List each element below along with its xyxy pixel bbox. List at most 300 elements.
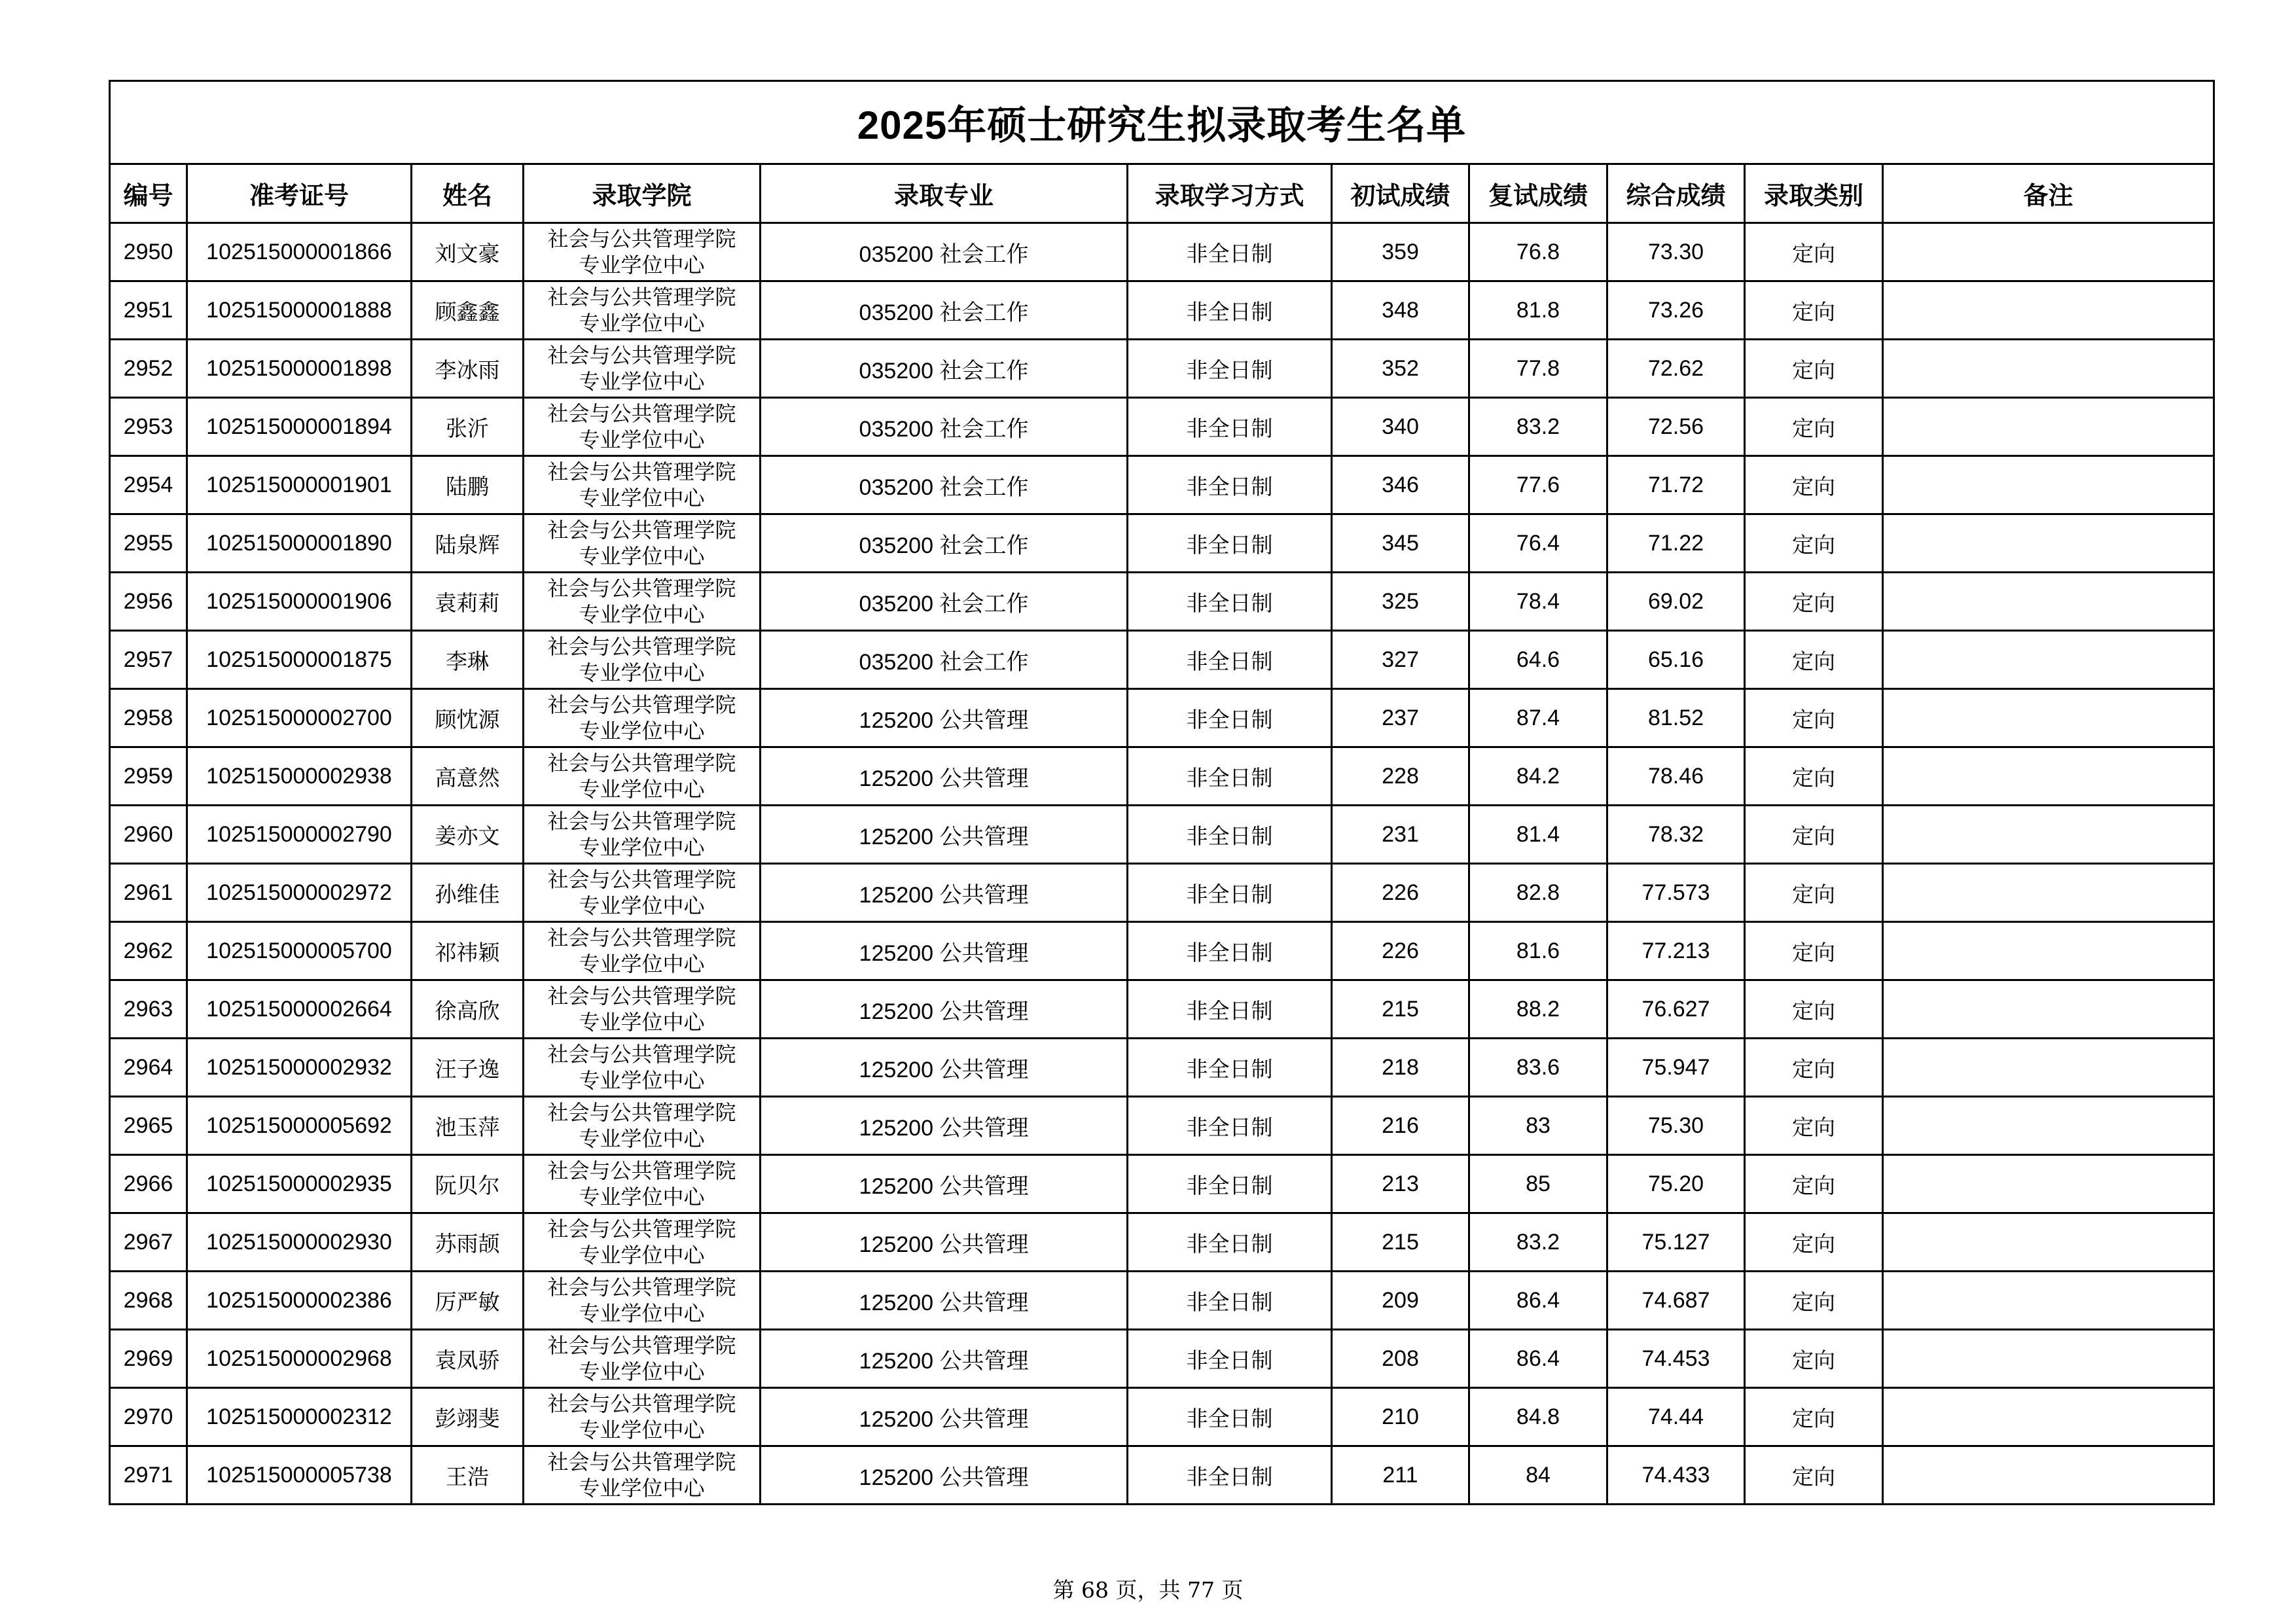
table-row bbox=[110, 1388, 2214, 1446]
cell-exam-id: 102515000002938 bbox=[187, 747, 412, 806]
cell-category: 定向 bbox=[1745, 1213, 1883, 1272]
cell-exam-id: 102515000002386 bbox=[187, 1272, 412, 1330]
college-line-2: 专业学位中心 bbox=[579, 952, 705, 976]
cell-remark bbox=[1883, 1213, 2214, 1272]
cell-major: 125200 公共管理 bbox=[761, 1155, 1128, 1213]
cell-category: 定向 bbox=[1745, 980, 1883, 1039]
cell-retest-score: 84.2 bbox=[1469, 747, 1607, 806]
cell-number: 2952 bbox=[110, 340, 187, 398]
cell-retest-score: 84.8 bbox=[1469, 1388, 1607, 1446]
cell-retest-score: 64.6 bbox=[1469, 631, 1607, 689]
college-line-1: 社会与公共管理学院 bbox=[547, 634, 736, 659]
cell-initial-score: 345 bbox=[1332, 514, 1469, 573]
cell-retest-score: 78.4 bbox=[1469, 573, 1607, 631]
college-line-2: 专业学位中心 bbox=[579, 777, 705, 802]
cell-name: 苏雨颉 bbox=[412, 1213, 524, 1272]
cell-name: 袁莉莉 bbox=[412, 573, 524, 631]
college-line-1: 社会与公共管理学院 bbox=[547, 518, 736, 543]
cell-college bbox=[524, 398, 761, 456]
cell-category: 定向 bbox=[1745, 1446, 1883, 1505]
cell-remark bbox=[1883, 223, 2214, 281]
college-line-2: 专业学位中心 bbox=[579, 1418, 705, 1442]
college-line-2: 专业学位中心 bbox=[579, 1476, 705, 1501]
cell-college bbox=[524, 1388, 761, 1446]
cell-number: 2951 bbox=[110, 281, 187, 340]
cell-category: 定向 bbox=[1745, 1097, 1883, 1155]
cell-category: 定向 bbox=[1745, 864, 1883, 922]
cell-total-score: 75.947 bbox=[1607, 1039, 1745, 1097]
cell-remark bbox=[1883, 1388, 2214, 1446]
cell-college bbox=[524, 1330, 761, 1388]
cell-study-mode: 非全日制 bbox=[1128, 747, 1332, 806]
college-line-2: 专业学位中心 bbox=[579, 719, 705, 743]
cell-category: 定向 bbox=[1745, 1330, 1883, 1388]
table-row bbox=[110, 223, 2214, 281]
table-row bbox=[110, 281, 2214, 340]
college-line-1: 社会与公共管理学院 bbox=[547, 285, 736, 310]
header-exam-id: 准考证号 bbox=[187, 164, 412, 223]
cell-initial-score: 348 bbox=[1332, 281, 1469, 340]
cell-retest-score: 86.4 bbox=[1469, 1330, 1607, 1388]
college-line-2: 专业学位中心 bbox=[579, 660, 705, 685]
cell-number: 2963 bbox=[110, 980, 187, 1039]
cell-major: 035200 社会工作 bbox=[761, 456, 1128, 514]
header-total-score: 综合成绩 bbox=[1607, 164, 1745, 223]
cell-number: 2959 bbox=[110, 747, 187, 806]
cell-number: 2954 bbox=[110, 456, 187, 514]
cell-number: 2950 bbox=[110, 223, 187, 281]
cell-total-score: 75.30 bbox=[1607, 1097, 1745, 1155]
cell-major: 035200 社会工作 bbox=[761, 631, 1128, 689]
cell-name: 彭翊斐 bbox=[412, 1388, 524, 1446]
cell-major: 035200 社会工作 bbox=[761, 281, 1128, 340]
cell-total-score: 78.32 bbox=[1607, 806, 1745, 864]
table-row bbox=[110, 1097, 2214, 1155]
cell-initial-score: 226 bbox=[1332, 922, 1469, 980]
table-row bbox=[110, 514, 2214, 573]
cell-retest-score: 83.6 bbox=[1469, 1039, 1607, 1097]
cell-college bbox=[524, 922, 761, 980]
cell-number: 2968 bbox=[110, 1272, 187, 1330]
cell-remark bbox=[1883, 1039, 2214, 1097]
cell-college bbox=[524, 980, 761, 1039]
college-line-1: 社会与公共管理学院 bbox=[547, 343, 736, 368]
cell-exam-id: 102515000005738 bbox=[187, 1446, 412, 1505]
cell-remark bbox=[1883, 1330, 2214, 1388]
cell-remark bbox=[1883, 456, 2214, 514]
cell-college bbox=[524, 864, 761, 922]
cell-major: 125200 公共管理 bbox=[761, 1213, 1128, 1272]
cell-category: 定向 bbox=[1745, 514, 1883, 573]
cell-initial-score: 218 bbox=[1332, 1039, 1469, 1097]
table-row bbox=[110, 806, 2214, 864]
cell-number: 2969 bbox=[110, 1330, 187, 1388]
cell-name: 池玉萍 bbox=[412, 1097, 524, 1155]
college-line-2: 专业学位中心 bbox=[579, 1359, 705, 1384]
college-line-2: 专业学位中心 bbox=[579, 253, 705, 277]
cell-retest-score: 76.8 bbox=[1469, 223, 1607, 281]
cell-retest-score: 77.8 bbox=[1469, 340, 1607, 398]
cell-college bbox=[524, 456, 761, 514]
cell-name: 陆泉辉 bbox=[412, 514, 524, 573]
cell-college bbox=[524, 1446, 761, 1505]
college-line-1: 社会与公共管理学院 bbox=[547, 1100, 736, 1125]
college-line-2: 专业学位中心 bbox=[579, 893, 705, 918]
cell-initial-score: 346 bbox=[1332, 456, 1469, 514]
cell-major: 125200 公共管理 bbox=[761, 689, 1128, 747]
cell-total-score: 72.56 bbox=[1607, 398, 1745, 456]
cell-number: 2955 bbox=[110, 514, 187, 573]
cell-exam-id: 102515000001888 bbox=[187, 281, 412, 340]
college-line-1: 社会与公共管理学院 bbox=[547, 576, 736, 601]
header-remark: 备注 bbox=[1883, 164, 2214, 223]
cell-name: 刘文豪 bbox=[412, 223, 524, 281]
cell-name: 孙维佳 bbox=[412, 864, 524, 922]
header-college: 录取学院 bbox=[524, 164, 761, 223]
cell-total-score: 81.52 bbox=[1607, 689, 1745, 747]
cell-exam-id: 102515000001901 bbox=[187, 456, 412, 514]
cell-remark bbox=[1883, 689, 2214, 747]
table-row bbox=[110, 573, 2214, 631]
cell-total-score: 75.20 bbox=[1607, 1155, 1745, 1213]
cell-category: 定向 bbox=[1745, 223, 1883, 281]
cell-name: 陆鹏 bbox=[412, 456, 524, 514]
cell-name: 祁祎颖 bbox=[412, 922, 524, 980]
cell-major: 035200 社会工作 bbox=[761, 514, 1128, 573]
table-row bbox=[110, 1330, 2214, 1388]
cell-remark bbox=[1883, 980, 2214, 1039]
table-row bbox=[110, 689, 2214, 747]
cell-major: 035200 社会工作 bbox=[761, 223, 1128, 281]
cell-college bbox=[524, 631, 761, 689]
cell-exam-id: 102515000001894 bbox=[187, 398, 412, 456]
cell-retest-score: 81.8 bbox=[1469, 281, 1607, 340]
cell-remark bbox=[1883, 1272, 2214, 1330]
cell-retest-score: 84 bbox=[1469, 1446, 1607, 1505]
cell-name: 张沂 bbox=[412, 398, 524, 456]
cell-retest-score: 81.4 bbox=[1469, 806, 1607, 864]
college-line-1: 社会与公共管理学院 bbox=[547, 984, 736, 1008]
cell-retest-score: 83 bbox=[1469, 1097, 1607, 1155]
cell-number: 2962 bbox=[110, 922, 187, 980]
cell-remark bbox=[1883, 1446, 2214, 1505]
cell-remark bbox=[1883, 398, 2214, 456]
cell-study-mode: 非全日制 bbox=[1128, 1155, 1332, 1213]
cell-college bbox=[524, 281, 761, 340]
cell-exam-id: 102515000002700 bbox=[187, 689, 412, 747]
cell-total-score: 74.44 bbox=[1607, 1388, 1745, 1446]
cell-category: 定向 bbox=[1745, 340, 1883, 398]
cell-number: 2961 bbox=[110, 864, 187, 922]
cell-major: 125200 公共管理 bbox=[761, 1446, 1128, 1505]
header-major: 录取专业 bbox=[761, 164, 1128, 223]
cell-total-score: 65.16 bbox=[1607, 631, 1745, 689]
table-row bbox=[110, 398, 2214, 456]
college-line-2: 专业学位中心 bbox=[579, 369, 705, 394]
cell-major: 035200 社会工作 bbox=[761, 573, 1128, 631]
cell-study-mode: 非全日制 bbox=[1128, 573, 1332, 631]
cell-category: 定向 bbox=[1745, 456, 1883, 514]
cell-total-score: 71.22 bbox=[1607, 514, 1745, 573]
table-row bbox=[110, 631, 2214, 689]
cell-initial-score: 228 bbox=[1332, 747, 1469, 806]
cell-number: 2967 bbox=[110, 1213, 187, 1272]
cell-category: 定向 bbox=[1745, 1388, 1883, 1446]
cell-major: 125200 公共管理 bbox=[761, 1330, 1128, 1388]
table-row bbox=[110, 340, 2214, 398]
college-line-2: 专业学位中心 bbox=[579, 835, 705, 860]
document-title: 2025年硕士研究生拟录取考生名单 bbox=[110, 81, 2214, 164]
cell-number: 2965 bbox=[110, 1097, 187, 1155]
cell-total-score: 69.02 bbox=[1607, 573, 1745, 631]
cell-initial-score: 237 bbox=[1332, 689, 1469, 747]
cell-retest-score: 82.8 bbox=[1469, 864, 1607, 922]
cell-name: 徐高欣 bbox=[412, 980, 524, 1039]
cell-remark bbox=[1883, 573, 2214, 631]
cell-study-mode: 非全日制 bbox=[1128, 980, 1332, 1039]
cell-exam-id: 102515000002932 bbox=[187, 1039, 412, 1097]
cell-total-score: 73.30 bbox=[1607, 223, 1745, 281]
cell-study-mode: 非全日制 bbox=[1128, 806, 1332, 864]
cell-retest-score: 88.2 bbox=[1469, 980, 1607, 1039]
cell-college bbox=[524, 223, 761, 281]
cell-retest-score: 77.6 bbox=[1469, 456, 1607, 514]
cell-college bbox=[524, 1272, 761, 1330]
cell-retest-score: 76.4 bbox=[1469, 514, 1607, 573]
cell-exam-id: 102515000002935 bbox=[187, 1155, 412, 1213]
cell-exam-id: 102515000001906 bbox=[187, 573, 412, 631]
cell-name: 李冰雨 bbox=[412, 340, 524, 398]
cell-name: 袁凤骄 bbox=[412, 1330, 524, 1388]
table-row bbox=[110, 1213, 2214, 1272]
cell-initial-score: 352 bbox=[1332, 340, 1469, 398]
college-line-2: 专业学位中心 bbox=[579, 311, 705, 336]
college-line-2: 专业学位中心 bbox=[579, 602, 705, 627]
table-row bbox=[110, 456, 2214, 514]
college-line-2: 专业学位中心 bbox=[579, 486, 705, 510]
cell-retest-score: 83.2 bbox=[1469, 398, 1607, 456]
cell-number: 2964 bbox=[110, 1039, 187, 1097]
cell-total-score: 71.72 bbox=[1607, 456, 1745, 514]
cell-total-score: 73.26 bbox=[1607, 281, 1745, 340]
college-line-2: 专业学位中心 bbox=[579, 1068, 705, 1093]
cell-exam-id: 102515000001866 bbox=[187, 223, 412, 281]
cell-college bbox=[524, 514, 761, 573]
cell-college bbox=[524, 1039, 761, 1097]
cell-total-score: 74.433 bbox=[1607, 1446, 1745, 1505]
cell-name: 姜亦文 bbox=[412, 806, 524, 864]
table-header-row bbox=[110, 164, 2214, 223]
table-row bbox=[110, 1272, 2214, 1330]
cell-exam-id: 102515000002972 bbox=[187, 864, 412, 922]
cell-study-mode: 非全日制 bbox=[1128, 689, 1332, 747]
college-line-1: 社会与公共管理学院 bbox=[547, 401, 736, 426]
cell-remark bbox=[1883, 1097, 2214, 1155]
cell-name: 厉严敏 bbox=[412, 1272, 524, 1330]
cell-study-mode: 非全日制 bbox=[1128, 456, 1332, 514]
cell-initial-score: 340 bbox=[1332, 398, 1469, 456]
cell-college bbox=[524, 806, 761, 864]
cell-initial-score: 216 bbox=[1332, 1097, 1469, 1155]
cell-exam-id: 102515000001898 bbox=[187, 340, 412, 398]
cell-remark bbox=[1883, 747, 2214, 806]
cell-exam-id: 102515000001875 bbox=[187, 631, 412, 689]
cell-remark bbox=[1883, 922, 2214, 980]
cell-number: 2960 bbox=[110, 806, 187, 864]
cell-total-score: 77.573 bbox=[1607, 864, 1745, 922]
college-line-1: 社会与公共管理学院 bbox=[547, 1391, 736, 1416]
cell-study-mode: 非全日制 bbox=[1128, 1388, 1332, 1446]
cell-study-mode: 非全日制 bbox=[1128, 1039, 1332, 1097]
cell-study-mode: 非全日制 bbox=[1128, 1446, 1332, 1505]
cell-total-score: 74.687 bbox=[1607, 1272, 1745, 1330]
cell-number: 2970 bbox=[110, 1388, 187, 1446]
cell-total-score: 74.453 bbox=[1607, 1330, 1745, 1388]
cell-remark bbox=[1883, 1155, 2214, 1213]
table-row bbox=[110, 1446, 2214, 1505]
cell-initial-score: 208 bbox=[1332, 1330, 1469, 1388]
cell-remark bbox=[1883, 806, 2214, 864]
cell-exam-id: 102515000002930 bbox=[187, 1213, 412, 1272]
cell-initial-score: 213 bbox=[1332, 1155, 1469, 1213]
college-line-1: 社会与公共管理学院 bbox=[547, 1042, 736, 1067]
cell-study-mode: 非全日制 bbox=[1128, 1097, 1332, 1155]
cell-name: 顾鑫鑫 bbox=[412, 281, 524, 340]
cell-number: 2953 bbox=[110, 398, 187, 456]
cell-study-mode: 非全日制 bbox=[1128, 1330, 1332, 1388]
cell-total-score: 75.127 bbox=[1607, 1213, 1745, 1272]
cell-exam-id: 102515000002312 bbox=[187, 1388, 412, 1446]
cell-number: 2966 bbox=[110, 1155, 187, 1213]
cell-category: 定向 bbox=[1745, 747, 1883, 806]
header-number: 编号 bbox=[110, 164, 187, 223]
cell-retest-score: 81.6 bbox=[1469, 922, 1607, 980]
college-line-2: 专业学位中心 bbox=[579, 427, 705, 452]
cell-study-mode: 非全日制 bbox=[1128, 223, 1332, 281]
college-line-1: 社会与公共管理学院 bbox=[547, 1158, 736, 1183]
college-line-1: 社会与公共管理学院 bbox=[547, 867, 736, 892]
cell-remark bbox=[1883, 864, 2214, 922]
cell-major: 125200 公共管理 bbox=[761, 922, 1128, 980]
table-row bbox=[110, 1155, 2214, 1213]
college-line-2: 专业学位中心 bbox=[579, 544, 705, 569]
cell-initial-score: 209 bbox=[1332, 1272, 1469, 1330]
cell-major: 035200 社会工作 bbox=[761, 340, 1128, 398]
cell-major: 125200 公共管理 bbox=[761, 1272, 1128, 1330]
cell-college bbox=[524, 689, 761, 747]
cell-number: 2956 bbox=[110, 573, 187, 631]
cell-exam-id: 102515000005692 bbox=[187, 1097, 412, 1155]
header-initial-score: 初试成绩 bbox=[1332, 164, 1469, 223]
cell-initial-score: 327 bbox=[1332, 631, 1469, 689]
cell-study-mode: 非全日制 bbox=[1128, 1272, 1332, 1330]
header-category: 录取类别 bbox=[1745, 164, 1883, 223]
cell-initial-score: 215 bbox=[1332, 980, 1469, 1039]
cell-major: 125200 公共管理 bbox=[761, 864, 1128, 922]
cell-category: 定向 bbox=[1745, 922, 1883, 980]
cell-name: 李琳 bbox=[412, 631, 524, 689]
cell-number: 2958 bbox=[110, 689, 187, 747]
college-line-1: 社会与公共管理学院 bbox=[547, 1450, 736, 1474]
cell-initial-score: 211 bbox=[1332, 1446, 1469, 1505]
cell-study-mode: 非全日制 bbox=[1128, 864, 1332, 922]
page-footer: 第 68 页，共 77 页 bbox=[1052, 1577, 1244, 1603]
cell-category: 定向 bbox=[1745, 689, 1883, 747]
admission-table bbox=[109, 80, 2215, 1505]
cell-initial-score: 215 bbox=[1332, 1213, 1469, 1272]
college-line-2: 专业学位中心 bbox=[579, 1185, 705, 1209]
cell-initial-score: 231 bbox=[1332, 806, 1469, 864]
cell-retest-score: 87.4 bbox=[1469, 689, 1607, 747]
cell-major: 125200 公共管理 bbox=[761, 1097, 1128, 1155]
cell-exam-id: 102515000005700 bbox=[187, 922, 412, 980]
header-name: 姓名 bbox=[412, 164, 524, 223]
cell-exam-id: 102515000002790 bbox=[187, 806, 412, 864]
college-line-1: 社会与公共管理学院 bbox=[547, 226, 736, 251]
cell-college bbox=[524, 1213, 761, 1272]
college-line-1: 社会与公共管理学院 bbox=[547, 1333, 736, 1358]
cell-name: 高意然 bbox=[412, 747, 524, 806]
cell-exam-id: 102515000002664 bbox=[187, 980, 412, 1039]
cell-college bbox=[524, 340, 761, 398]
cell-retest-score: 83.2 bbox=[1469, 1213, 1607, 1272]
cell-category: 定向 bbox=[1745, 1039, 1883, 1097]
cell-study-mode: 非全日制 bbox=[1128, 1213, 1332, 1272]
cell-exam-id: 102515000002968 bbox=[187, 1330, 412, 1388]
cell-total-score: 76.627 bbox=[1607, 980, 1745, 1039]
cell-major: 125200 公共管理 bbox=[761, 747, 1128, 806]
cell-college bbox=[524, 573, 761, 631]
cell-study-mode: 非全日制 bbox=[1128, 281, 1332, 340]
cell-name: 顾忱源 bbox=[412, 689, 524, 747]
cell-category: 定向 bbox=[1745, 1155, 1883, 1213]
cell-remark bbox=[1883, 281, 2214, 340]
college-line-2: 专业学位中心 bbox=[579, 1301, 705, 1326]
cell-category: 定向 bbox=[1745, 806, 1883, 864]
college-line-1: 社会与公共管理学院 bbox=[547, 1275, 736, 1300]
cell-initial-score: 325 bbox=[1332, 573, 1469, 631]
cell-retest-score: 85 bbox=[1469, 1155, 1607, 1213]
cell-study-mode: 非全日制 bbox=[1128, 514, 1332, 573]
cell-study-mode: 非全日制 bbox=[1128, 398, 1332, 456]
cell-category: 定向 bbox=[1745, 573, 1883, 631]
cell-category: 定向 bbox=[1745, 1272, 1883, 1330]
cell-category: 定向 bbox=[1745, 631, 1883, 689]
cell-retest-score: 86.4 bbox=[1469, 1272, 1607, 1330]
college-line-1: 社会与公共管理学院 bbox=[547, 809, 736, 834]
cell-remark bbox=[1883, 340, 2214, 398]
cell-name: 汪子逸 bbox=[412, 1039, 524, 1097]
cell-exam-id: 102515000001890 bbox=[187, 514, 412, 573]
cell-major: 125200 公共管理 bbox=[761, 980, 1128, 1039]
cell-study-mode: 非全日制 bbox=[1128, 631, 1332, 689]
cell-total-score: 77.213 bbox=[1607, 922, 1745, 980]
cell-college bbox=[524, 747, 761, 806]
cell-initial-score: 359 bbox=[1332, 223, 1469, 281]
cell-major: 125200 公共管理 bbox=[761, 806, 1128, 864]
cell-study-mode: 非全日制 bbox=[1128, 340, 1332, 398]
cell-name: 王浩 bbox=[412, 1446, 524, 1505]
cell-major: 035200 社会工作 bbox=[761, 398, 1128, 456]
cell-college bbox=[524, 1155, 761, 1213]
table-row bbox=[110, 1039, 2214, 1097]
cell-category: 定向 bbox=[1745, 281, 1883, 340]
college-line-1: 社会与公共管理学院 bbox=[547, 1217, 736, 1241]
cell-study-mode: 非全日制 bbox=[1128, 922, 1332, 980]
cell-remark bbox=[1883, 514, 2214, 573]
cell-total-score: 78.46 bbox=[1607, 747, 1745, 806]
college-line-2: 专业学位中心 bbox=[579, 1243, 705, 1268]
